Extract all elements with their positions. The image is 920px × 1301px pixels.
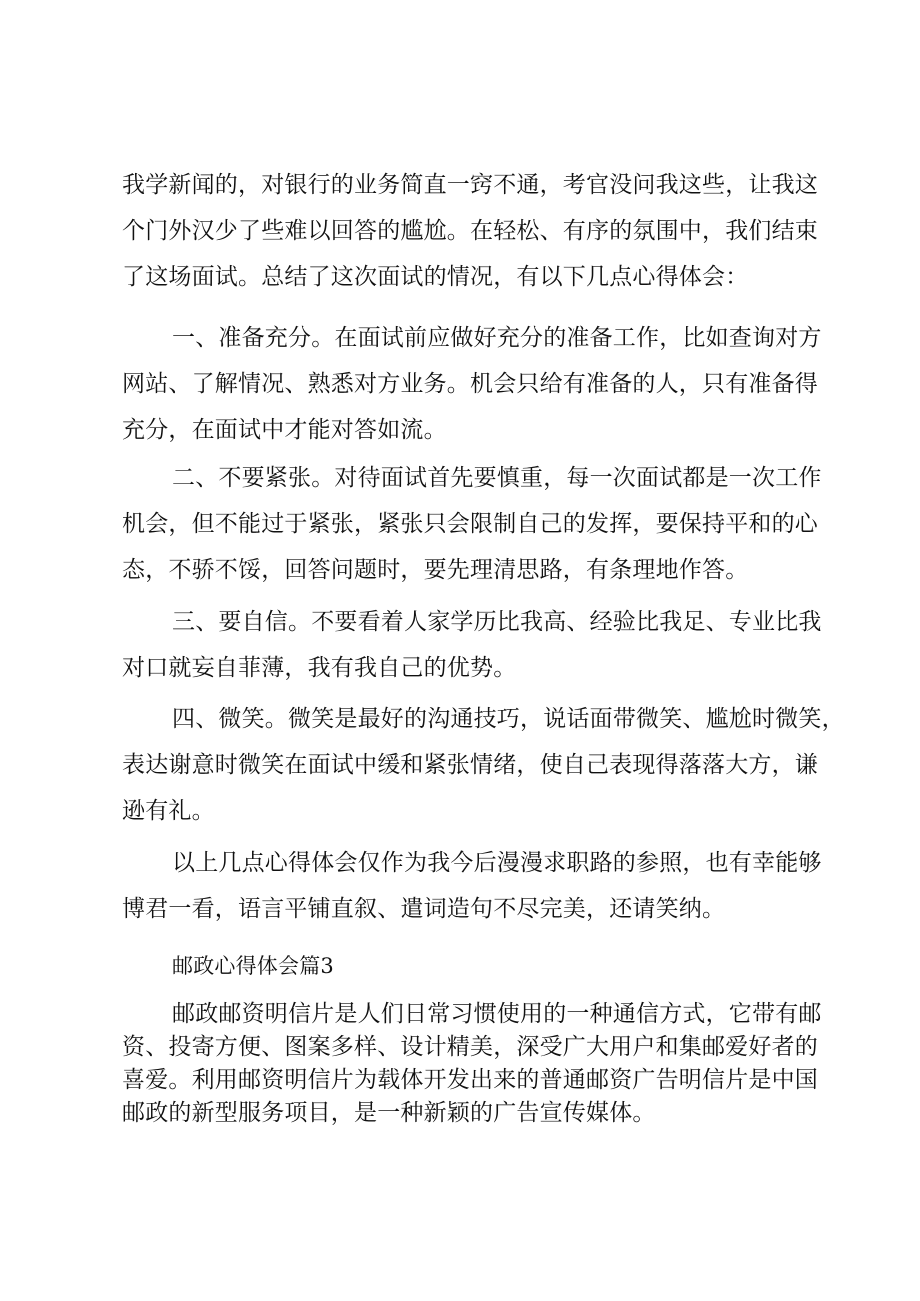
text-line: 博君一看，语言平铺直叙、遣词造句不尽完美，还请笑纳。	[122, 896, 726, 922]
paragraph-first-line: 一、准备充分。在面试前应做好充分的准备工作，比如查询对方	[172, 325, 822, 351]
text-line: 了这场面试。总结了这次面试的情况，有以下几点心得体会：	[122, 264, 749, 290]
paragraph-first-line: 四、微笑。微笑是最好的沟通技巧，说话面带微笑、尴尬时微笑，	[172, 706, 845, 732]
paragraph-first-line: 以上几点心得体会仅作为我今后漫漫求职路的参照，也有幸能够	[172, 850, 822, 876]
text-line: 网站、了解情况、熟悉对方业务。机会只给有准备的人，只有准备得	[122, 371, 818, 397]
text-line: 资、投寄方便、图案多样、设计精美，深受广大用户和集邮爱好者的	[122, 1034, 818, 1060]
text-line: 充分，在面试中才能对答如流。	[122, 417, 447, 443]
text-line: 我学新闻的，对银行的业务简直一窍不通，考官没问我这些，让我这	[122, 172, 818, 198]
paragraph-first-line: 邮政邮资明信片是人们日常习惯使用的一种通信方式，它带有邮	[172, 1001, 822, 1027]
text-line: 喜爱。利用邮资明信片为载体开发出来的普通邮资广告明信片是中国	[122, 1067, 818, 1093]
text-line: 机会，但不能过于紧张，紧张只会限制自己的发挥，要保持平和的心	[122, 511, 818, 537]
text-line: 邮政的新型服务项目，是一种新颖的广告宣传媒体。	[122, 1100, 656, 1126]
text-line: 逊有礼。	[122, 798, 215, 824]
text-line: 对口就妄自菲薄，我有我自己的优势。	[122, 655, 517, 681]
paragraph-first-line: 三、要自信。不要看着人家学历比我高、经验比我足、专业比我	[172, 609, 822, 635]
section-heading: 邮政心得体会篇3	[172, 954, 334, 978]
text-line: 态，不骄不馁，回答问题时，要先理清思路，有条理地作答。	[122, 557, 749, 583]
text-line: 表达谢意时微笑在面试中缓和紧张情绪，使自己表现得落落大方，谦	[122, 752, 818, 778]
text-line: 个门外汉少了些难以回答的尴尬。在轻松、有序的氛围中，我们结束	[122, 218, 818, 244]
paragraph-first-line: 二、不要紧张。对待面试首先要慎重，每一次面试都是一次工作	[172, 465, 822, 491]
